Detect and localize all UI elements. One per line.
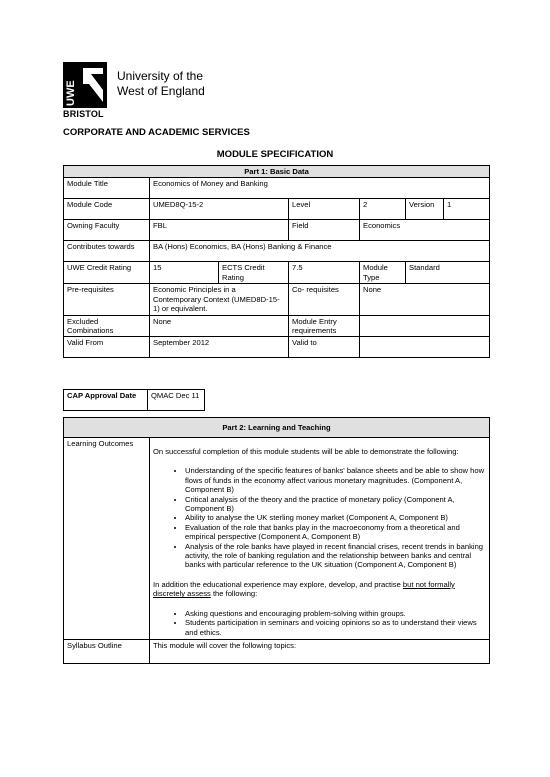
version-value: 1 — [444, 199, 490, 220]
owning-faculty-label: Owning Faculty — [64, 220, 150, 241]
learning-teaching-table — [63, 417, 490, 664]
module-title-value: Economics of Money and Banking — [150, 178, 490, 199]
syllabus-value: This module will cover the following topics: — [150, 639, 490, 663]
syllabus-label: Syllabus Outline — [64, 639, 150, 663]
contributes-label: Contributes towards — [64, 241, 150, 262]
level-label: Level — [289, 199, 360, 220]
basic-data-table — [63, 165, 490, 358]
entry-req-label: Module Entry requirements — [289, 315, 360, 337]
credit-label: UWE Credit Rating — [64, 262, 150, 284]
version-label: Version — [406, 199, 444, 220]
outcome-item: • Evaluation of the role that banks play in the macroeconomy from a theoretical and empirical perspective (Component A, Component B) — [185, 523, 486, 542]
cap-approval-table — [63, 389, 205, 411]
outcomes-intro: On successful completion of this module students will be able to demonstrate the following: — [153, 447, 459, 456]
additional-item: • Asking questions and encouraging problem-solving within groups. — [185, 609, 486, 618]
uwe-logo-emblem-icon — [63, 62, 107, 108]
uwe-logo-text: UWE — [65, 80, 77, 106]
valid-from-value: September 2012 — [150, 337, 289, 358]
valid-from-label: Valid From — [64, 337, 150, 358]
module-type-label: Module Type — [360, 262, 406, 284]
services-heading: CORPORATE AND ACADEMIC SERVICES — [63, 127, 250, 138]
prereq-value: Economic Principles in a Contemporary Context (UMED8D-15-1) or equivalent. — [150, 284, 289, 315]
cap-approval-label: CAP Approval Date — [64, 390, 148, 411]
module-code-value: UMED8Q-15-2 — [150, 199, 289, 220]
outcome-item: • Understanding of the specific features of banks' balance sheets and be able to show how flows of funds in the economy affect various monetary magnitudes. (Component A, Component B) — [185, 466, 486, 494]
field-label: Field — [289, 220, 360, 241]
learning-outcomes-content — [150, 438, 490, 640]
basic-data-header: Part 1: Basic Data — [64, 166, 490, 178]
module-code-label: Module Code — [64, 199, 150, 220]
uwe-logo — [63, 62, 223, 120]
outcome-item: • Analysis of the role banks have played in recent financial crises, recent trends in banking activity, the role of banking regulation and the relationship between banks and central banks with particular reference to the UK situation (Component A, Component B) — [185, 542, 486, 570]
level-value: 2 — [360, 199, 406, 220]
module-type-value: Standard — [406, 262, 490, 284]
module-title-label: Module Title — [64, 178, 150, 199]
valid-to-value — [360, 337, 490, 358]
cap-approval-value: QMAC Dec 11 — [148, 390, 205, 411]
uwe-logo-mark — [63, 62, 107, 108]
valid-to-label: Valid to — [289, 337, 360, 358]
ects-value: 7.5 — [289, 262, 360, 284]
excluded-label: Excluded Combinations — [64, 315, 150, 337]
outcome-item: • Critical analysis of the theory and the practice of monetary policy (Component A, Component B) — [185, 495, 486, 514]
learning-teaching-header: Part 2: Learning and Teaching — [64, 418, 490, 438]
entry-req-value — [360, 315, 490, 337]
addition-paragraph: In addition the educational experience may explore, develop, and practise but not formally discretely assess the following: — [153, 579, 455, 599]
additional-item: • Students participation in seminars and voicing opinions so as to understand their views and ethics. — [185, 618, 486, 637]
excluded-value: None — [150, 315, 289, 337]
coreq-value: None — [360, 284, 490, 315]
field-value: Economics — [360, 220, 490, 241]
prereq-label: Pre-requisites — [64, 284, 150, 315]
module-spec-heading: MODULE SPECIFICATION — [216, 149, 334, 160]
coreq-label: Co- requisites — [289, 284, 360, 315]
credit-value: 15 — [150, 262, 219, 284]
university-name: University of the West of England — [117, 69, 205, 98]
ects-label: ECTS Credit Rating — [219, 262, 289, 284]
owning-faculty-value: FBL — [150, 220, 289, 241]
uwe-logo-bristol: BRISTOL — [63, 109, 104, 119]
learning-outcomes-label: Learning Outcomes — [64, 438, 150, 640]
contributes-value: BA (Hons) Economics, BA (Hons) Banking & Finance — [150, 241, 490, 262]
outcome-item: • Ability to analyse the UK sterling money market (Component A, Component B) — [185, 513, 486, 522]
